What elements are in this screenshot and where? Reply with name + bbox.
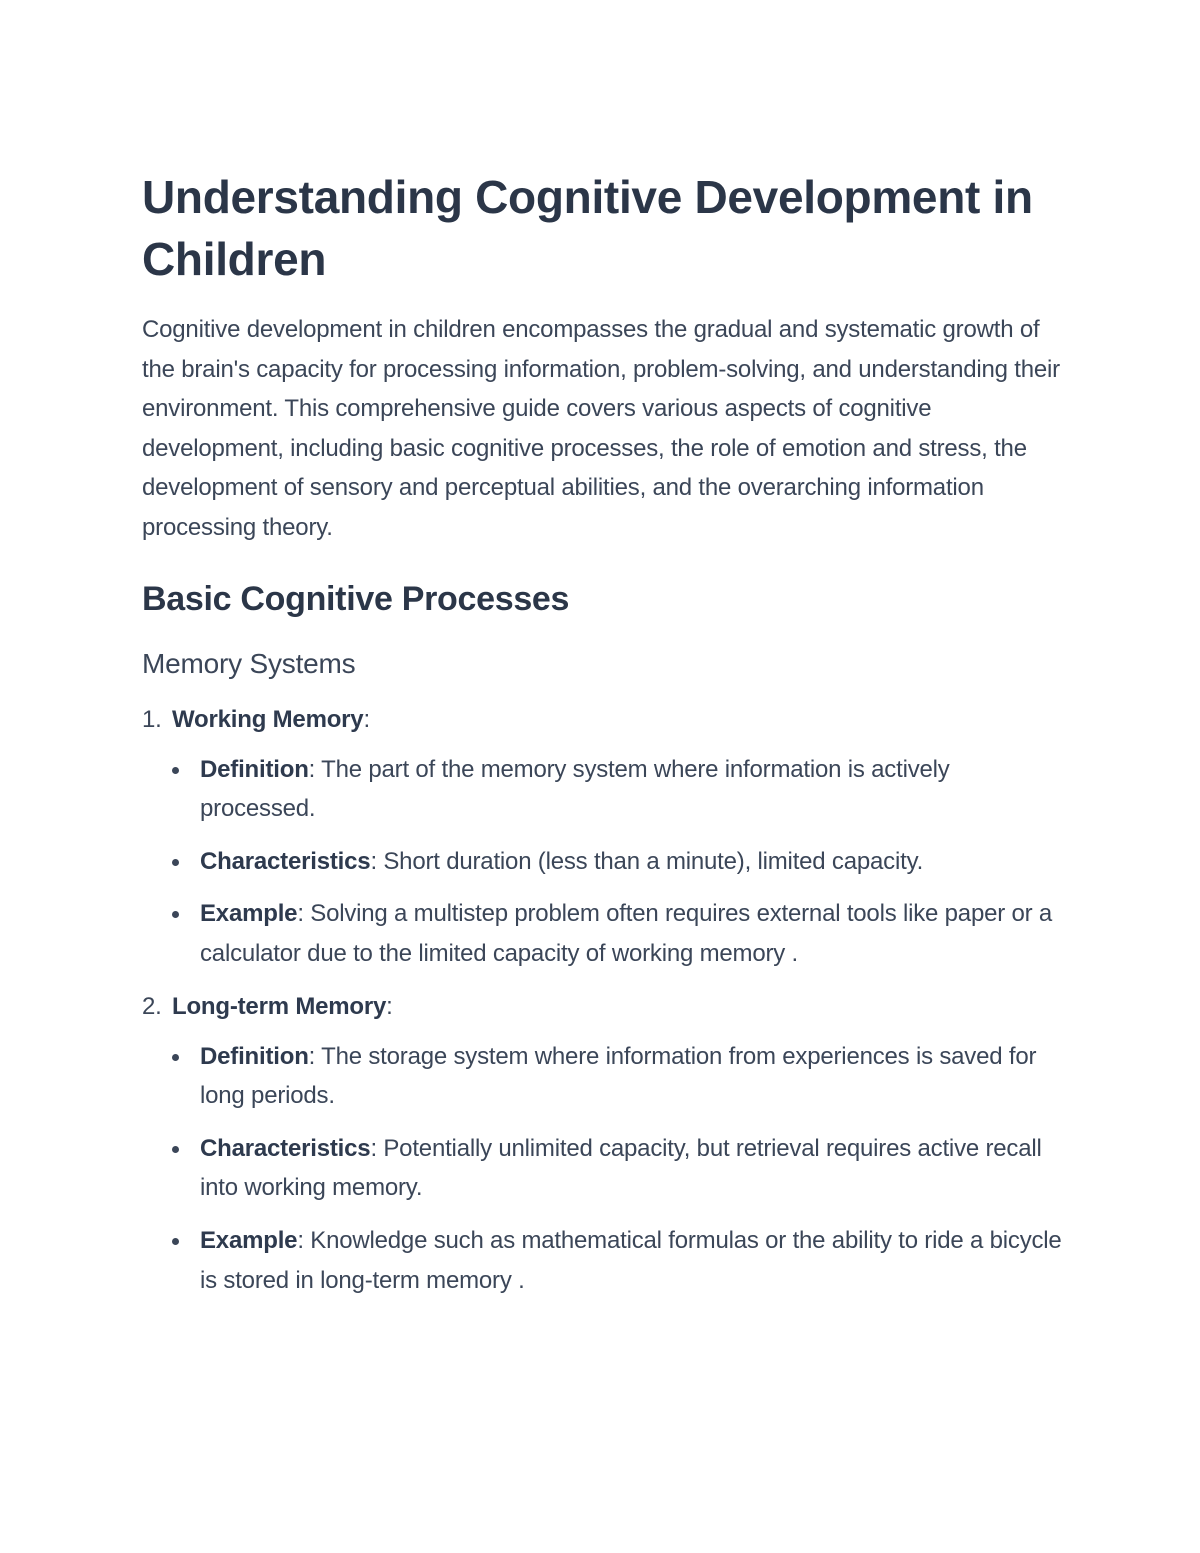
detail-text: : Knowledge such as mathematical formulas or the ability to ride a bicycle is stored in long-term memory . <box>200 1226 1062 1294</box>
list-item-colon: : <box>363 705 370 733</box>
long-term-memory-details <box>142 1037 1062 1301</box>
detail-text: : Short duration (less than a minute), limited capacity. <box>370 847 924 875</box>
bullet-icon <box>172 911 179 918</box>
list-item-long-term-memory <box>142 987 1062 1301</box>
detail-item <box>142 1221 1062 1300</box>
detail-item <box>142 894 1062 973</box>
detail-label: Example <box>200 900 298 928</box>
working-memory-details <box>142 750 1062 974</box>
bullet-icon <box>172 1054 179 1061</box>
detail-item <box>142 1129 1062 1208</box>
detail-item <box>142 1037 1062 1116</box>
list-item-working-memory <box>142 700 1062 974</box>
list-item-number: 1. <box>142 705 162 733</box>
list-item-colon: : <box>386 992 393 1020</box>
detail-label: Definition <box>200 755 309 783</box>
list-item-number: 2. <box>142 992 162 1020</box>
bullet-icon <box>172 767 179 774</box>
detail-label: Definition <box>200 1042 309 1070</box>
detail-label: Characteristics <box>200 1134 371 1162</box>
intro-paragraph: Cognitive development in children encompasses the gradual and systematic growth of the brain's capacity for processing information, problem-solving, and understanding their environment. This comprehensive guide covers various aspects of cognitive development, including basic cognitive processes, the role of emotion and stress, the development of sensory and perceptual abilities, and the overarching information processing theory. <box>142 316 1060 541</box>
list-item-heading <box>142 987 1062 1027</box>
detail-item <box>142 750 1062 829</box>
list-item-title: Working Memory <box>172 705 364 733</box>
detail-label: Example <box>200 1226 298 1254</box>
detail-text: : Potentially unlimited capacity, but retrieval requires active recall into working memory. <box>200 1134 1042 1202</box>
detail-text: : The storage system where information from experiences is saved for long periods. <box>200 1042 1037 1110</box>
bullet-icon <box>172 1238 179 1245</box>
detail-label: Characteristics <box>200 847 371 875</box>
list-item-title: Long-term Memory <box>172 992 387 1020</box>
memory-systems-list <box>142 700 1062 1301</box>
bullet-icon <box>172 859 179 866</box>
section-heading: Basic Cognitive Processes <box>142 579 570 618</box>
document-page <box>142 166 1062 1313</box>
detail-item <box>142 842 1062 882</box>
detail-text: : The part of the memory system where information is actively processed. <box>200 755 950 823</box>
page-title: Understanding Cognitive Development in Children <box>142 171 1033 285</box>
bullet-icon <box>172 1146 179 1153</box>
list-item-heading <box>142 700 1062 740</box>
detail-text: : Solving a multistep problem often requires external tools like paper or a calculator due to the limited capacity of working memory . <box>200 900 1053 967</box>
subsection-heading: Memory Systems <box>142 647 356 679</box>
